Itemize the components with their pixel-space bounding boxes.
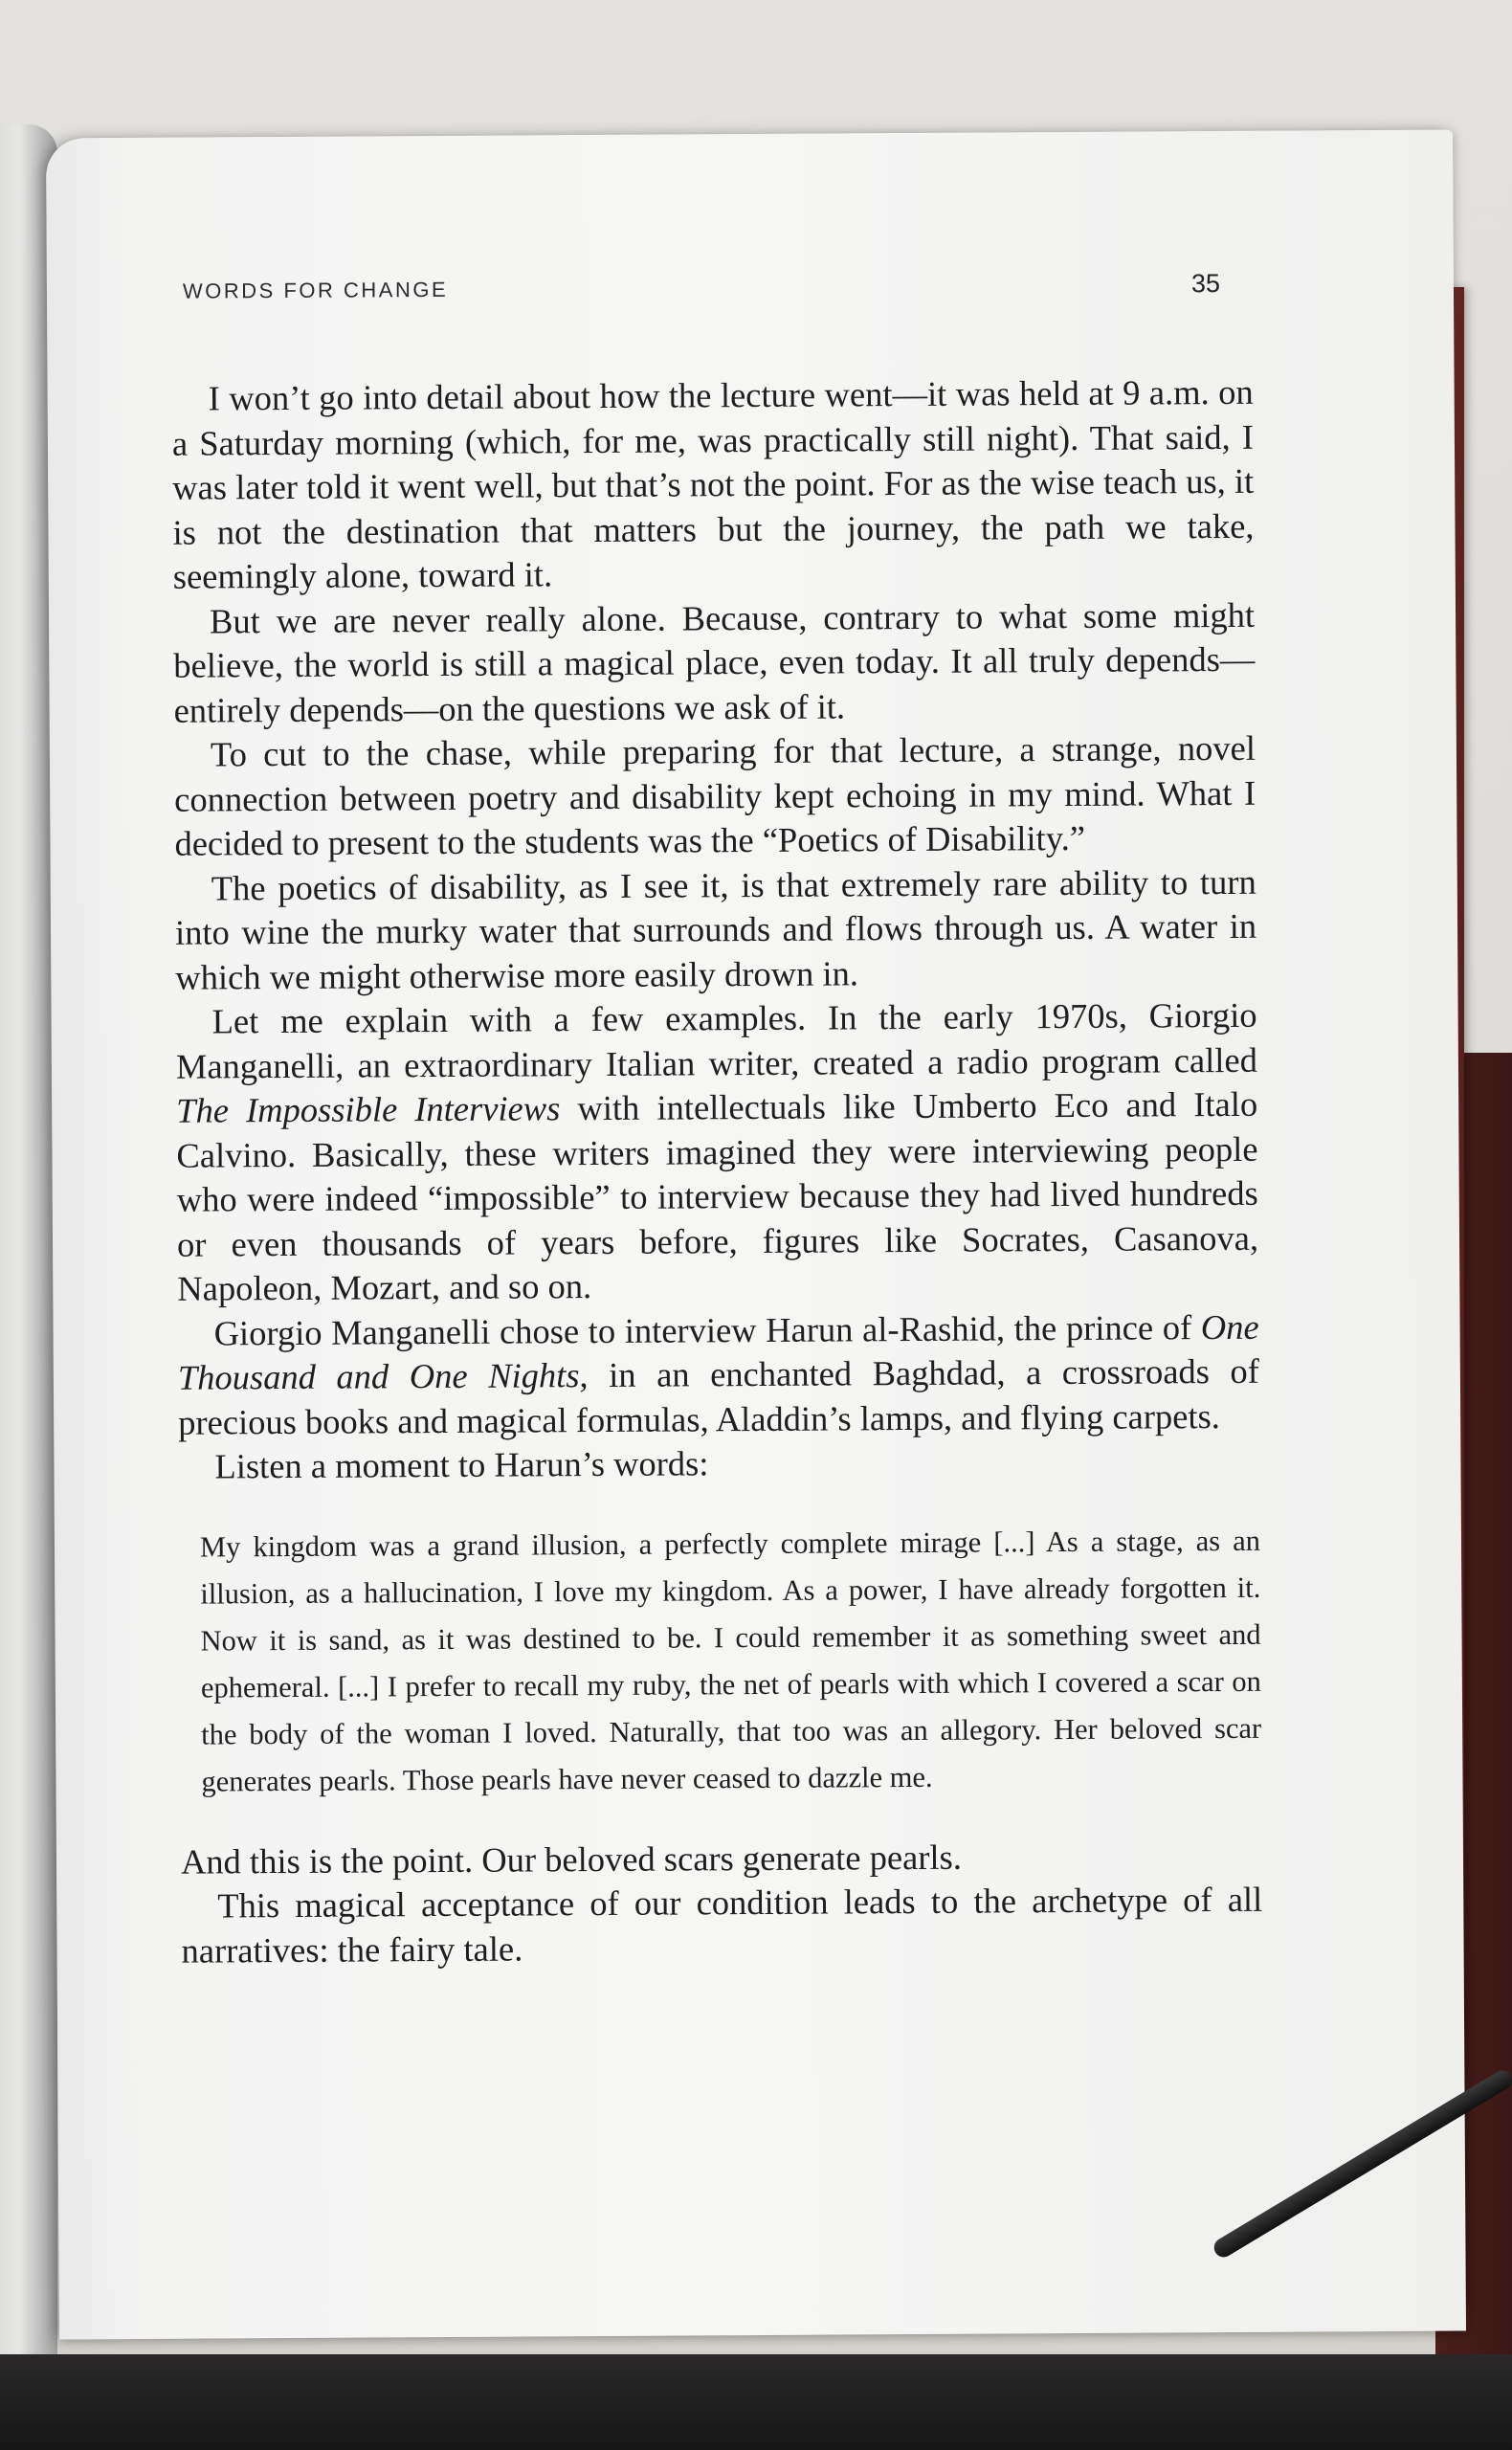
paragraph: The poetics of disability, as I see it, is that extremely rare ability to turn into wine the murky water that surrounds and flows through us. A water in which we might otherwise more easily drown in. bbox=[174, 861, 1257, 997]
italic-title: One Thousand and One Nights bbox=[177, 1306, 1259, 1397]
table-base bbox=[0, 2354, 1512, 2450]
paragraph-text: , in an enchanted Baghdad, a crossroads of precious books and magical formulas, Aladdin’s lamps, and flying carpets. bbox=[178, 1350, 1260, 1442]
italic-title: The Impossible Interviews bbox=[176, 1088, 561, 1130]
paragraph bbox=[175, 993, 1258, 1311]
paragraph: I won’t go into detail about how the lecture went—it was held at 9 a.m. on a Saturday morning (which, for me, was practically still night). That said, I was later told it went well, but that’s not the point. For as the wise teach us, it is not the destination that matters but the journey, the path we take, seemingly alone, toward it. bbox=[171, 371, 1255, 596]
paragraph-text: with intellectuals like Umberto Eco and Italo Calvino. Basically, these writers imagined they were interviewing people who were indeed “impossible” to interview because they had lived hundreds or even thousands of years before, figures like Socrates, Casanova, Napoleon, Mozart, and so on. bbox=[176, 1083, 1259, 1308]
paragraph: To cut to the chase, while preparing for that lecture, a strange, novel connection between poetry and disability kept echoing in my mind. What I decided to present to the students was the “Poetics of Disability.” bbox=[174, 727, 1256, 863]
paragraph: And this is the point. Our beloved scars generate pearls. bbox=[180, 1837, 963, 1882]
paragraph bbox=[177, 1304, 1259, 1444]
paragraph: Listen a moment to Harun’s words: bbox=[214, 1443, 709, 1486]
paragraph-text: Giorgio Manganelli chose to interview Harun al-Rashid, the prince of bbox=[213, 1306, 1201, 1352]
page-number: 35 bbox=[1190, 269, 1221, 299]
body-text bbox=[172, 370, 1263, 1973]
running-head: WORDS FOR CHANGE bbox=[182, 277, 449, 303]
book-page bbox=[46, 130, 1466, 2340]
block-quote: My kingdom was a grand illusion, a perfectly complete mirage [...] As a stage, as an illusion, as a hallucination, I love my kingdom. As a power, I have already forgotten it. Now it is sand, as it was destined to be. I could remember it as something sweet and ephemeral. [...] I prefer to recall my ruby, the net of pearls with which I covered a scar on the body of the woman I loved. Naturally, that too was an allegory. Her beloved scar generates pearls. Those pearls have never ceased to dazzle me. bbox=[199, 1524, 1262, 1798]
paragraph: This magical acceptance of our condition leads to the archetype of all narratives: the fairy tale. bbox=[181, 1879, 1263, 1971]
paragraph-text: Let me explain with a few examples. In the early 1970s, Giorgio Manganelli, an extraordinary Italian writer, created a radio program called bbox=[175, 994, 1258, 1086]
paragraph: But we are never really alone. Because, contrary to what some might believe, the world is still a magical place, even today. It all truly depends—entirely depends—on the questions we ask of it. bbox=[173, 594, 1256, 730]
